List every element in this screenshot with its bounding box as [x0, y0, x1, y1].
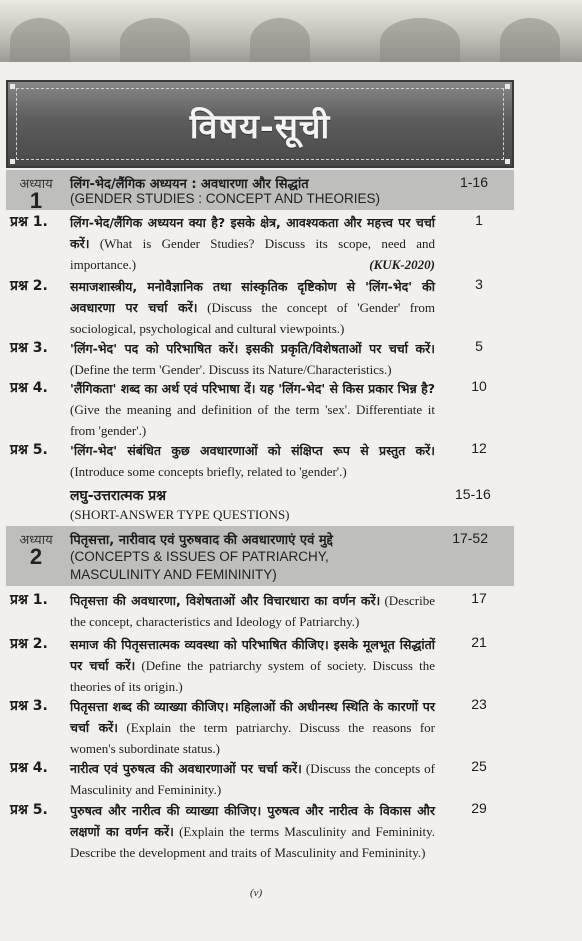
question-hindi: समाज की पितृसत्तात्मक व्यवस्था को परिभाषित कीजिए। इसके मूलभूत सिद्धांतों पर चर्चा करें।	[70, 637, 435, 673]
question-page: 1	[475, 212, 483, 228]
chapter-pages: 1-16	[459, 174, 488, 190]
question-text	[70, 758, 435, 800]
question-label: प्रश्न 2.	[10, 278, 48, 294]
question-page: 12	[471, 440, 487, 456]
chapter-pages: 17-52	[452, 530, 488, 546]
short-answer-title-hindi: लघु-उत्तरात्मक प्रश्न	[70, 488, 167, 504]
question-hindi: नारीत्व एवं पुरुषत्व की अवधारणाओं पर चर्चा करें।	[70, 761, 302, 776]
question-page: 21	[471, 634, 487, 650]
question-english: (Describe the concept, characteristics and Ideology of Patriarchy.)	[70, 593, 435, 629]
chapter-title-hindi: लिंग-भेद/लैंगिक अध्ययन : अवधारणा और सिद्धांत	[70, 177, 309, 192]
short-answer-title-english: (SHORT-ANSWER TYPE QUESTIONS)	[70, 507, 290, 522]
question-label: प्रश्न 1.	[10, 592, 48, 608]
header-photo-band	[0, 0, 582, 62]
question-hindi: पितृसत्ता की अवधारणा, विशेषताओं और विचारधारा का वर्णन करें।	[70, 593, 381, 608]
short-answer-section	[70, 486, 290, 523]
question-label: प्रश्न 4.	[10, 760, 48, 776]
chapter-number: 2	[29, 544, 43, 569]
question-label: प्रश्न 5.	[10, 442, 48, 458]
question-page: 3	[475, 276, 483, 292]
page-number: (v)	[250, 887, 263, 899]
question-label: प्रश्न 4.	[10, 380, 48, 396]
exam-tag: (KUK-2020)	[369, 257, 435, 272]
question-page: 29	[471, 800, 487, 816]
question-english: (Discuss the concepts of Masculinity and Femininity.)	[70, 761, 435, 797]
chapter-number: 1	[29, 188, 43, 213]
question-english: (Explain the terms Masculinity and Femininity. Describe the development and traits of Masculinity and Femininity.)	[70, 824, 436, 860]
short-answer-pages: 15-16	[455, 486, 491, 502]
question-label: प्रश्न 2.	[10, 636, 48, 652]
question-label: प्रश्न 3.	[10, 340, 48, 356]
question-text	[70, 378, 435, 441]
question-text	[70, 634, 435, 697]
question-text	[70, 212, 435, 275]
question-page: 5	[475, 338, 483, 354]
question-english: (Give the meaning and definition of the term 'sex'. Differentiate it from 'gender'.)	[70, 402, 435, 438]
question-text	[70, 338, 435, 380]
question-text	[70, 590, 435, 632]
question-hindi: पुरुषत्व और नारीत्व की व्याख्या कीजिए। पुरुषत्व और नारीत्व के विकास और लक्षणों का वर्णन करें।	[70, 803, 435, 839]
question-label: प्रश्न 3.	[10, 698, 48, 714]
question-text	[70, 440, 435, 482]
question-text	[70, 800, 435, 863]
question-english: (What is Gender Studies? Discuss its scope, need and importance.)	[70, 236, 435, 272]
chapter-title-hindi: पितृसत्ता, नारीवाद एवं पुरुषवाद की अवधारणाएं एवं मुद्दे	[70, 533, 333, 548]
question-page: 10	[471, 378, 487, 394]
question-hindi: 'लिंग-भेद' पद को परिभाषित करें। इसकी प्रकृति/विशेषताओं पर चर्चा करें।	[70, 341, 435, 356]
question-english: (Discuss the concept of 'Gender' from sociological, psychological and cultural viewpoints.)	[70, 300, 436, 336]
chapter-label: अध्याय	[19, 533, 53, 548]
question-english: (Define the patriarchy system of society. Discuss the theories of its origin.)	[70, 658, 435, 694]
chapter-title-english-line-2: MASCULINITY AND FEMININITY)	[70, 567, 277, 582]
question-label: प्रश्न 1.	[10, 214, 48, 230]
question-english: (Define the term 'Gender'. Discuss its Nature/Characteristics.)	[70, 362, 392, 377]
chapter-2-header	[6, 526, 514, 586]
page-title: विषय-सूची	[189, 107, 331, 147]
question-page: 25	[471, 758, 487, 774]
question-hindi: 'लिंग-भेद' संबंधित कुछ अवधारणाओं को संक्षिप्त रूप से प्रस्तुत करें।	[70, 443, 435, 458]
question-hindi: लिंग-भेद/लैंगिक अध्ययन क्या है? इसके क्षेत्र, आवश्यकता और महत्त्व पर चर्चा करें।	[70, 215, 435, 251]
question-page: 17	[471, 590, 487, 606]
question-hindi: 'लैंगिकता' शब्द का अर्थ एवं परिभाषा दें। यह 'लिंग-भेद' से किस प्रकार भिन्न है?	[70, 381, 435, 396]
question-english: (Introduce some concepts briefly, related to 'gender'.)	[70, 464, 347, 479]
chapter-label: अध्याय	[19, 177, 53, 192]
chapter-title-english-line-1: (CONCEPTS & ISSUES OF PATRIARCHY,	[70, 549, 329, 564]
question-hindi: समाजशास्त्रीय, मनोवैज्ञानिक तथा सांस्कृतिक दृष्टिकोण से 'लिंग-भेद' की अवधारणा पर चर्चा करें।	[70, 279, 435, 315]
question-english: (Explain the term patriarchy. Discuss the reasons for women's subordinate status.)	[70, 720, 435, 756]
chapter-title-english: (GENDER STUDIES : CONCEPT AND THEORIES)	[70, 191, 381, 206]
question-hindi: पितृसत्ता शब्द की व्याख्या कीजिए। महिलाओं की अधीनस्थ स्थिति के कारणों पर चर्चा करें।	[70, 699, 435, 735]
question-label: प्रश्न 5.	[10, 802, 48, 818]
title-banner	[6, 80, 514, 168]
question-text	[70, 696, 435, 759]
question-text	[70, 276, 435, 339]
question-page: 23	[471, 696, 487, 712]
chapter-1-header	[6, 170, 514, 213]
